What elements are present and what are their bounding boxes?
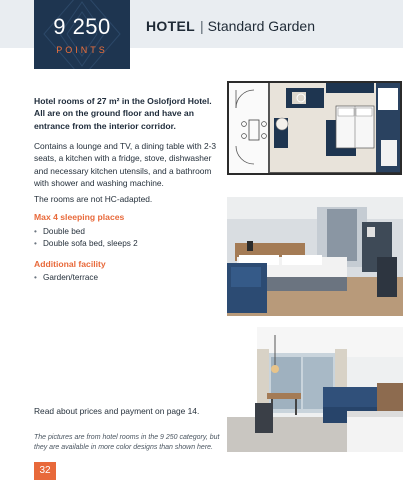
floor-plan-image bbox=[226, 80, 403, 176]
intro-paragraph: Hotel rooms of 27 m² in the Oslofjord Hotel. All are on the ground floor and have an entrance from the interior corridor. bbox=[34, 96, 212, 131]
photo-caption: The pictures are from hotel rooms in the 9 250 category, but they are available in more color designs than shown here. bbox=[34, 434, 220, 451]
bedroom-photo bbox=[227, 197, 403, 316]
facility-list bbox=[34, 272, 98, 284]
title-room-type: Standard Garden bbox=[207, 18, 315, 34]
living-room-photo bbox=[227, 327, 403, 452]
page-number: 32 bbox=[34, 462, 56, 480]
description-paragraph: Contains a lounge and TV, a dining table with 2-3 seats, a kitchen with a fridge, stove, dishwasher and necessary kitchen utensils, and a bathroom with shower and washing machine. bbox=[34, 141, 217, 188]
list-item: • Double sofa bed, sleeps 2 bbox=[34, 238, 138, 250]
title-category: HOTEL bbox=[146, 18, 195, 34]
hc-note: The rooms are not HC-adapted. bbox=[34, 194, 153, 204]
title-separator: | bbox=[199, 18, 204, 34]
points-badge bbox=[34, 0, 130, 69]
list-item: • Garden/terrace bbox=[34, 272, 98, 284]
points-label: POINTS bbox=[56, 45, 108, 55]
facility-heading: Additional facility bbox=[34, 259, 106, 269]
page-title bbox=[146, 18, 315, 34]
sleeping-list bbox=[34, 226, 138, 250]
sleeping-heading: Max 4 sleeping places bbox=[34, 212, 125, 222]
list-item: • Double bed bbox=[34, 226, 138, 238]
points-number: 9 250 bbox=[53, 14, 111, 39]
read-more-text: Read about prices and payment on page 14. bbox=[34, 406, 200, 416]
